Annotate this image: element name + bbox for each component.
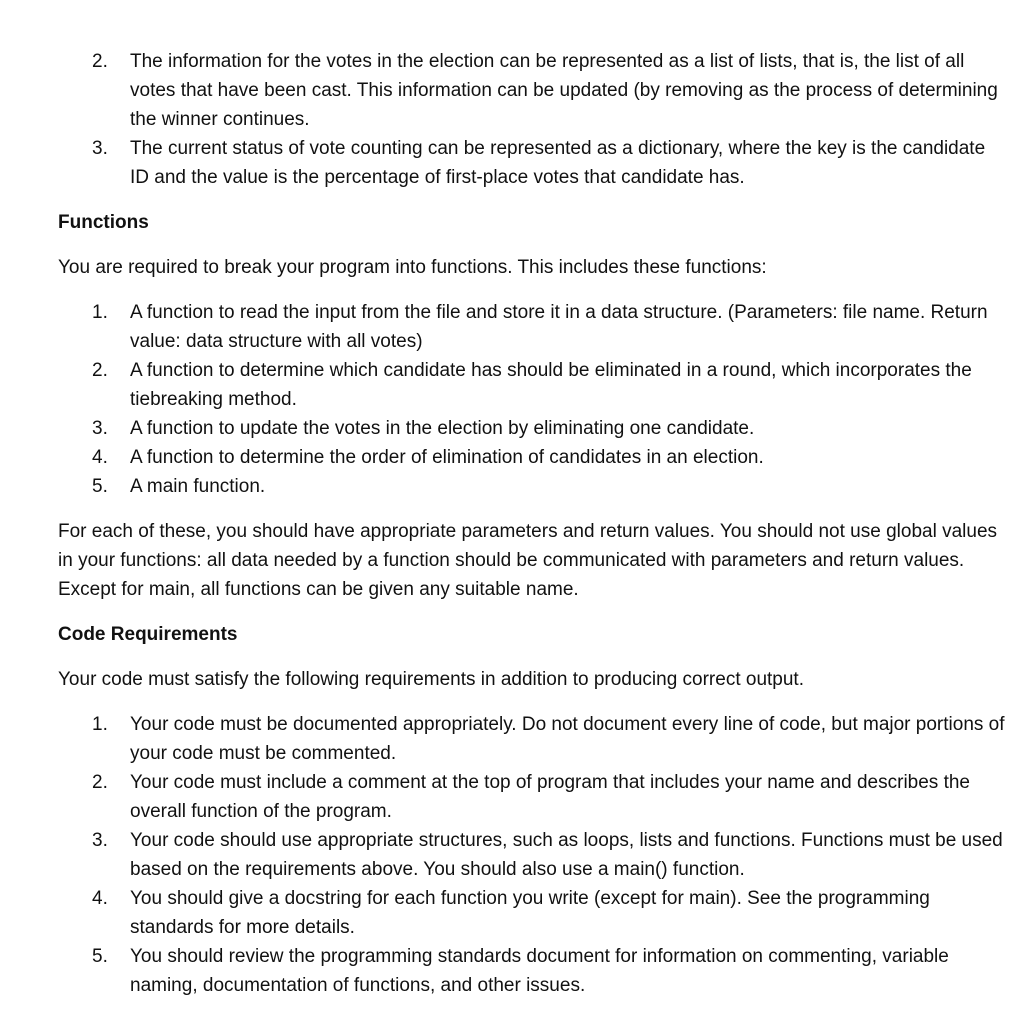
list-text: A main function. <box>130 476 266 497</box>
list-number: 5. <box>92 476 108 497</box>
list-number: 2. <box>92 360 108 381</box>
code-requirements-intro: Your code must satisfy the following requirements in addition to producing correct output. <box>58 669 804 690</box>
list-number: 3. <box>92 418 108 439</box>
document-page <box>58 47 1008 1000</box>
list-item <box>58 443 1008 472</box>
code-requirements-heading: Code Requirements <box>58 624 238 645</box>
functions-intro: You are required to break your program into functions. This includes these functions: <box>58 257 767 278</box>
list-number: 2. <box>92 51 108 72</box>
list-number: 1. <box>92 302 108 323</box>
list-number: 2. <box>92 772 108 793</box>
list-text: You should give a docstring for each function you write (except for main). See the programming standards for more details. <box>130 888 930 938</box>
list-text: A function to determine which candidate has should be eliminated in a round, which incorporates the tiebreaking method. <box>130 360 972 410</box>
list-item <box>58 134 1008 192</box>
list-text: The information for the votes in the election can be represented as a list of lists, that is, the list of all votes that have been cast. This information can be updated (by removing as the process of determining the winner continues. <box>130 51 998 130</box>
list-item <box>58 356 1008 414</box>
list-item <box>58 826 1008 884</box>
list-text: A function to read the input from the file and store it in a data structure. (Parameters: file name. Return value: data structure with all votes) <box>130 302 988 352</box>
functions-outro: For each of these, you should have appropriate parameters and return values. You should not use global values in your functions: all data needed by a function should be communicated with parameters and return values. Except for main, all functions can be given any suitable name. <box>58 521 998 600</box>
list-text: You should review the programming standards document for information on commenting, variable naming, documentation of functions, and other issues. <box>130 946 949 996</box>
list-number: 4. <box>92 888 108 909</box>
intro-list <box>58 47 1008 192</box>
list-text: Your code must include a comment at the top of program that includes your name and describes the overall function of the program. <box>130 772 970 822</box>
list-item <box>58 47 1008 134</box>
list-text: Your code should use appropriate structures, such as loops, lists and functions. Functions must be used based on the requirements above. You should also use a main() function. <box>130 830 1003 880</box>
list-number: 3. <box>92 138 108 159</box>
functions-list <box>58 298 1008 501</box>
list-number: 5. <box>92 946 108 967</box>
list-item <box>58 768 1008 826</box>
list-number: 4. <box>92 447 108 468</box>
list-item <box>58 414 1008 443</box>
list-text: A function to update the votes in the election by eliminating one candidate. <box>130 418 755 439</box>
code-requirements-list <box>58 710 1008 1000</box>
list-item <box>58 884 1008 942</box>
list-item <box>58 472 1008 501</box>
list-number: 3. <box>92 830 108 851</box>
list-number: 1. <box>92 714 108 735</box>
list-item <box>58 942 1008 1000</box>
list-text: Your code must be documented appropriately. Do not document every line of code, but major portions of your code must be commented. <box>130 714 1005 764</box>
list-item <box>58 298 1008 356</box>
list-text: The current status of vote counting can be represented as a dictionary, where the key is the candidate ID and the value is the percentage of first-place votes that candidate has. <box>130 138 986 188</box>
functions-heading: Functions <box>58 212 149 233</box>
list-text: A function to determine the order of elimination of candidates in an election. <box>130 447 764 468</box>
list-item <box>58 710 1008 768</box>
